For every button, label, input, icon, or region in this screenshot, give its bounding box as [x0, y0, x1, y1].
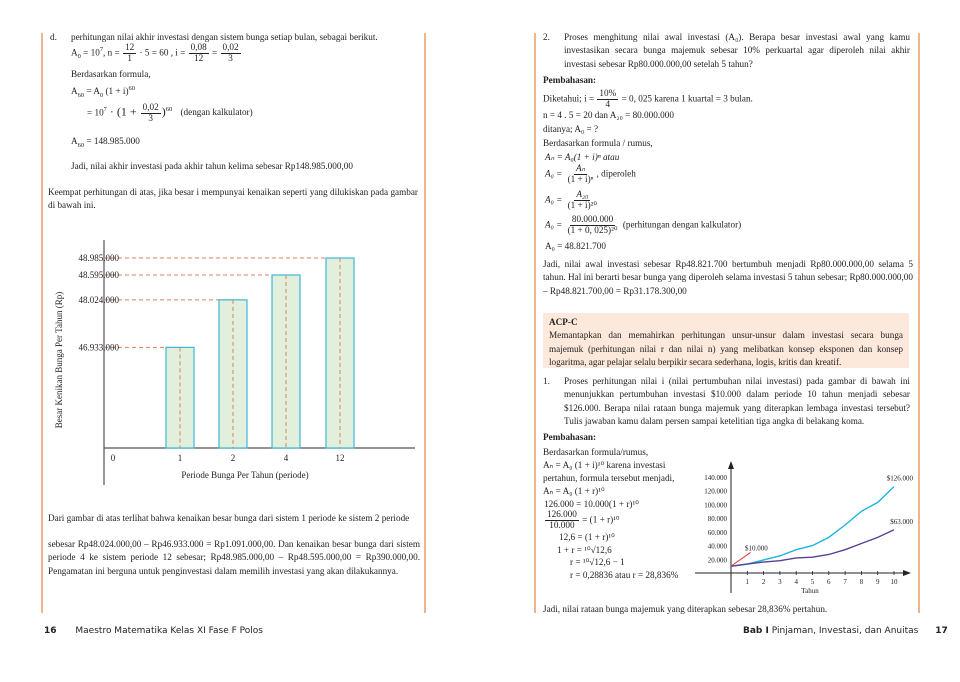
n-fraction: $\frac{12}{1}$ — [125, 42, 135, 63]
question-2-text: Proses menghitung nilai awal investasi (A₀). Berapa besar investasi awal yang kamu investasikan secara bunga majemuk sebesar 10% perkuartal agar diperoleh nilai akhir investasi sebesar Rp80.000.000,00 setelah 5 tahun? — [564, 32, 910, 69]
y-value-label: 48.985.000 — [78, 253, 119, 263]
formula-4: A₀ = $\frac{80.000.000}{\text{(1 + 0, 025)²⁰}}$ (perhitungan dengan kalkulator) — [545, 214, 742, 235]
formula-5: A₀ = 48.821.700 — [545, 241, 606, 251]
chapter-title: Pinjaman, Investasi, dan Anuitas — [768, 626, 919, 636]
annotation-126000: $126.000 — [886, 474, 913, 483]
x-tick-label: 9 — [875, 578, 880, 586]
acp-box — [543, 313, 909, 368]
question-1-text: Proses perhitungan nilai i (nilai pertumbuhan nilai investasi) pada gambar di bawah ini menunjukkan pertumbuhan investasi $10.000 dalam periode 10 tahun menjadi sebesar $126.000. Berapa nilai rataan bunga majemuk yang diterapkan lembaga investasi tersebut? Tulis jawaban kamu dalam persen sampai ketelitian tiga angka di belakang koma. — [564, 376, 910, 427]
x-tick-label: 12 — [335, 453, 345, 463]
annotation-10000: $10.000 — [745, 544, 768, 553]
right-footer — [743, 625, 948, 638]
line-chart — [695, 455, 920, 600]
step2-fraction: $\frac{0,02}{3}$ — [142, 102, 159, 123]
y-value-label: 48.595.000 — [78, 269, 119, 280]
y-tick-label: 80.000 — [707, 515, 727, 524]
known-line: Diketahui; i = $\frac{10\%}{4}$ = 0, 025 karena 1 kuartal = 3 bulan. — [543, 88, 753, 109]
formula-1: Aₙ = A₀(1 + i)ⁿ atau — [545, 152, 620, 162]
i-fraction-1: $\frac{0,08}{12}$ — [190, 42, 207, 63]
item-d-intro: perhitungan nilai akhir investasi dengan sistem bunga setiap bulan, sebagai berikut. — [71, 32, 378, 42]
series-line — [731, 487, 894, 567]
pembahasan-heading: Pembahasan: — [543, 75, 597, 85]
known-fraction: $\frac{10\%}{4}$ — [599, 88, 617, 109]
x-tick-label: 4 — [283, 453, 289, 463]
y-tick-label: 100.000 — [704, 501, 727, 510]
formula-step-2: = $10^7 \cdot (1$ + $\frac{0,02}{3}$ )$^{60}$ (dengan kalkulator) — [87, 102, 253, 123]
y-tick-label: 40.000 — [707, 542, 727, 551]
y-tick-label: 120.000 — [704, 487, 727, 496]
x-tick-label: 10 — [890, 578, 898, 586]
given-values: $A_0 = 10^7$, n = $\frac{12}{1}$ · 5 = 60 , i = $\frac{0,08}{12}$ = $\frac{0,02}{3}$ — [71, 42, 239, 63]
annotation-63000: $63.000 — [890, 517, 913, 526]
book-title: Maestro Matematika Kelas XI Fase F Polos — [75, 626, 263, 636]
conclusion-2: Jadi, nilai awal investasi sebesar Rp48.821.700 bertumbuh menjadi Rp80.000.000,00 selama 5 tahun. Hal ini berarti besar bunga yang diperoleh selama investasi 5 tahun sebesar; Rp80.000.000,00 – Rp48.821.700,00 = Rp31.178.300,00 — [543, 259, 913, 296]
formula-label: Berdasarkan formula, — [71, 69, 151, 79]
solution-block: Berdasarkan formula/rumus, Aₙ = A₀ (1 + i)¹⁰ karena investasi pertahun, formula tersebut menjadi, Aₙ = A₀ (1 + r)¹⁰ 126.000 = 10.000(1 + r)¹⁰ $\frac{126.000}{10.000}$ = (1 + r)¹⁰ 12,6 = (1 + r)¹⁰ 1 + r = ¹⁰√12,6 r = ¹⁰√12,6 − 1 r = 0,28836 atau r = 28,836% — [543, 447, 679, 581]
chart-intro-text: Keempat perhitungan di atas, jika besar i mempunyai kenaikan seperti yang dilukiskan pada gambar di bawah ini. — [48, 187, 418, 211]
question-2-label: 2. — [543, 32, 550, 42]
y-tick-label: 140.000 — [704, 474, 727, 482]
left-page-margin-right — [424, 33, 426, 613]
formula-label-right: Berdasarkan formula / rumus, — [543, 138, 653, 148]
n-line: n = 4 . 5 = 20 dan A₂₀ = 80.000.000 — [543, 110, 674, 120]
analysis-text-2: sebesar Rp48.024.000,00 – Rp46.933.000 = Rp1.091.000,00. Dan kenaikan besar bunga dari sistem periode 4 ke sistem periode 12 sebesar; Rp48.985.000,00 – Rp48.595.000,00 = Rp390.000,00. Pengamatan ini berguna untuk penginvestasi dalam memilih investasi yang akan dilakukannya. — [48, 539, 420, 576]
x-tick-label: 2 — [230, 453, 236, 463]
y-value-label: 46.933.000 — [78, 342, 119, 353]
final-answer: Jadi, nilai rataan bunga majemuk yang diterapkan sebesar 28,836% pertahun. — [543, 604, 828, 614]
x-tick-label: 5 — [810, 578, 815, 586]
x-axis-title: Tahun — [801, 587, 819, 595]
analysis-text-1: Dari gambar di atas terlihat bahwa kenaikan besar bunga dari sistem 1 periode ke sistem 2 periode — [48, 513, 410, 523]
question-1-label: 1. — [543, 376, 550, 386]
bar-chart — [40, 240, 420, 490]
formula-step-1: $A_{60} = A_0$ $(1 + i)^{60}$ — [71, 84, 135, 99]
x-tick-label: 7 — [843, 578, 847, 586]
y-tick-label: 20.000 — [707, 556, 727, 565]
formula-3: A₀ = $\frac{\text{A₂₀}}{\text{(1 + i)²⁰}}$ — [545, 189, 598, 210]
x-tick-label: 3 — [778, 578, 782, 586]
item-d-conclusion: Jadi, nilai akhir investasi pada akhir tahun kelima sebesar Rp148.985.000,00 — [71, 161, 353, 171]
page-number-right: 17 — [935, 626, 948, 636]
formula-2: A₀ = $\frac{\text{Aₙ}}{\text{(1 + i)ⁿ}}$ , diperoleh — [545, 163, 636, 184]
item-d-label: d. — [50, 32, 57, 42]
x-tick-label: 6 — [827, 578, 831, 586]
pembahasan-heading-2: Pembahasan: — [543, 432, 597, 442]
x-tick-label: 1 — [745, 578, 750, 586]
chapter-label: Bab I — [743, 626, 769, 636]
left-footer — [44, 625, 263, 638]
x-tick-label: 8 — [859, 578, 864, 586]
acp-text: Memantapkan dan memahirkan perhitungan unsur-unsur dalam investasi secara bunga majemuk (perhitungan nilai r dan nilai n) yang melibatkan konsep eksponen dan konsep logaritma, agar pelajar selalu berpikir secara sederhana, logis, kritis dan kreatif. — [549, 330, 903, 368]
acp-title: ACP-C — [549, 317, 578, 327]
x-axis-arrow — [903, 570, 911, 576]
y-value-label: 48.024.000 — [78, 294, 119, 305]
right-page-margin-left — [534, 33, 536, 613]
asked-line: ditanya; A₀ = ? — [543, 124, 599, 134]
x-tick-label: 2 — [761, 578, 766, 586]
x-tick-label: 4 — [794, 578, 798, 586]
origin-label: 0 — [110, 453, 116, 463]
i-fraction-2: $\frac{0,02}{3}$ — [222, 42, 239, 63]
y-axis-arrow — [728, 461, 734, 469]
x-tick-label: 1 — [177, 453, 183, 463]
y-axis-title: Besar Kenikan Bunga Per Tahun (Rp) — [54, 291, 64, 429]
x-axis-title: Periode Bunga Per Tahun (periode) — [181, 470, 309, 480]
page-number-left: 16 — [44, 626, 57, 636]
y-tick-label: 60.000 — [707, 528, 727, 537]
formula-step-3: $A_{60} = 148.985.000$ — [71, 136, 140, 149]
